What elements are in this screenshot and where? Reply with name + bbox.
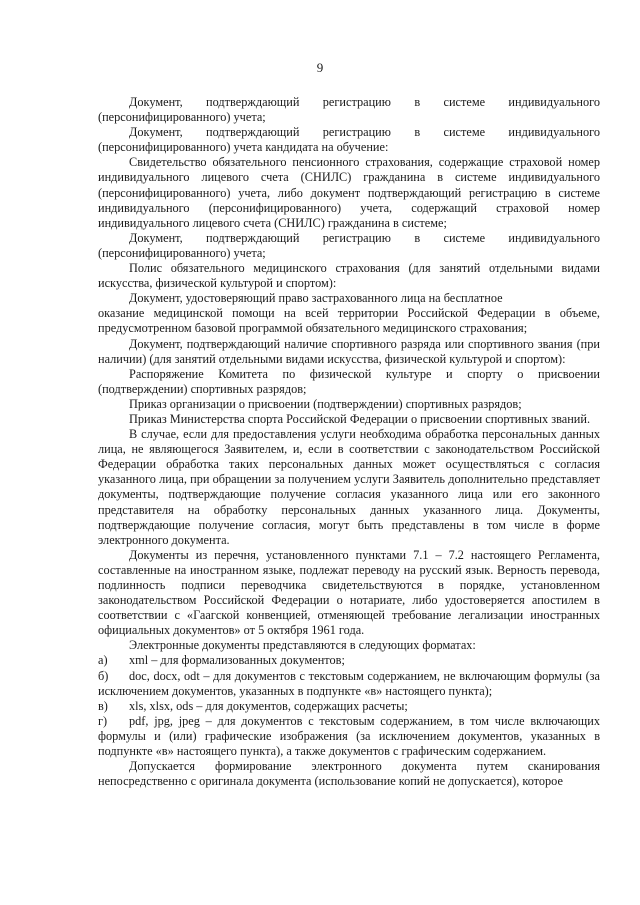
list-text: doc, docx, odt – для документов с текстовым содержанием, не включающим формулы (за исключением документов, указанных в подпункте «в» настоящего пункта); (98, 668, 600, 698)
list-item (98, 699, 600, 714)
paragraph: Полис обязательного медицинского страхования (для занятий отдельными видами искусства, физической культурой и спортом): (98, 261, 600, 291)
page-number: 9 (316, 60, 324, 75)
list-text: pdf, jpg, jpeg – для документов с текстовым содержанием, в том числе включающих формулы и (или) графические изображения (за исключением документов, указанных в подпункте «в» настоящего пункта), а также документов с графическим содержанием. (98, 713, 600, 759)
paragraph: Приказ организации о присвоении (подтверждении) спортивных разрядов; (129, 396, 522, 411)
paragraph: Приказ Министерства спорта Российской Федерации о присвоении спортивных званий. (129, 411, 591, 426)
list-marker: в) (98, 698, 108, 713)
paragraph: Документ, удостоверяющий право застрахованного лица на бесплатное (129, 291, 503, 306)
paragraph: Документ, подтверждающий регистрацию в системе индивидуального (персонифицированного) учета; (98, 230, 600, 260)
paragraph: Документ, подтверждающий наличие спортивного разряда или спортивного звания (при наличии) (для занятий отдельными видами искусства, физической культурой и спортом): (98, 336, 600, 366)
list-text: xls, xlsx, ods – для документов, содержащих расчеты; (129, 698, 408, 713)
list-marker: а) (98, 653, 108, 668)
paragraph: Документ, подтверждающий регистрацию в системе индивидуального (персонифицированного) учета; (98, 95, 600, 125)
paragraph: Документы из перечня, установленного пунктами 7.1 – 7.2 настоящего Регламента, составленные на иностранном языке, подлежат переводу на русский язык. Верность перевода, подлинность подписи переводчика свидетельствуются в порядке, установленном законодательством Российской Федерации о нотариате, либо удостоверяется апостилем в соответствии с «Гаагской конвенцией, отменяющей требование легализации иностранных официальных документов» от 5 октября 1961 года. (98, 547, 600, 638)
paragraph: оказание медицинской помощи на всей территории Российской Федерации в объеме, предусмотренном базовой программой обязательного медицинского страхования; (98, 306, 600, 336)
paragraph: Распоряжение Комитета по физической культуре и спорту о присвоении (подтверждении) спортивных разрядов; (98, 366, 600, 396)
document-body (98, 95, 600, 789)
list-text: xml – для формализованных документов; (129, 653, 345, 668)
paragraph: Документ, подтверждающий регистрацию в системе индивидуального (персонифицированного) учета кандидата на обучение: (98, 125, 600, 155)
list-item (98, 653, 600, 668)
paragraph: Свидетельство обязательного пенсионного страхования, содержащие страховой номер индивидуального лицевого счета (СНИЛС) гражданина в системе индивидуального (персонифицированного) учета, либо документ подтверждающий регистрацию в системе индивидуального (персонифицированного) учета, содержащий страховой номер индивидуального лицевого счета (СНИЛС) гражданина в системе; (98, 155, 600, 230)
list-marker: б) (98, 668, 109, 683)
paragraph: Электронные документы представляются в следующих форматах: (129, 638, 476, 653)
paragraph: В случае, если для предоставления услуги необходима обработка персональных данных лица, не являющегося Заявителем, и, если в соответствии с законодательством Российской Федерации обработка таких персональных данных может осуществляться с согласия указанного лица, при обращении за получением услуги Заявитель дополнительно представляет документы, подтверждающие получение согласия указанного лица или его законного представителя на обработку персональных данных указанного лица. Документы, подтверждающие получение согласия, могут быть представлены в том числе в форме электронного документа. (98, 427, 600, 547)
paragraph: Допускается формирование электронного документа путем сканирования непосредственно с оригинала документа (использование копий не допускается), которое (98, 759, 600, 789)
list-item (98, 669, 600, 699)
list-item (98, 714, 600, 759)
list-marker: г) (98, 713, 108, 728)
